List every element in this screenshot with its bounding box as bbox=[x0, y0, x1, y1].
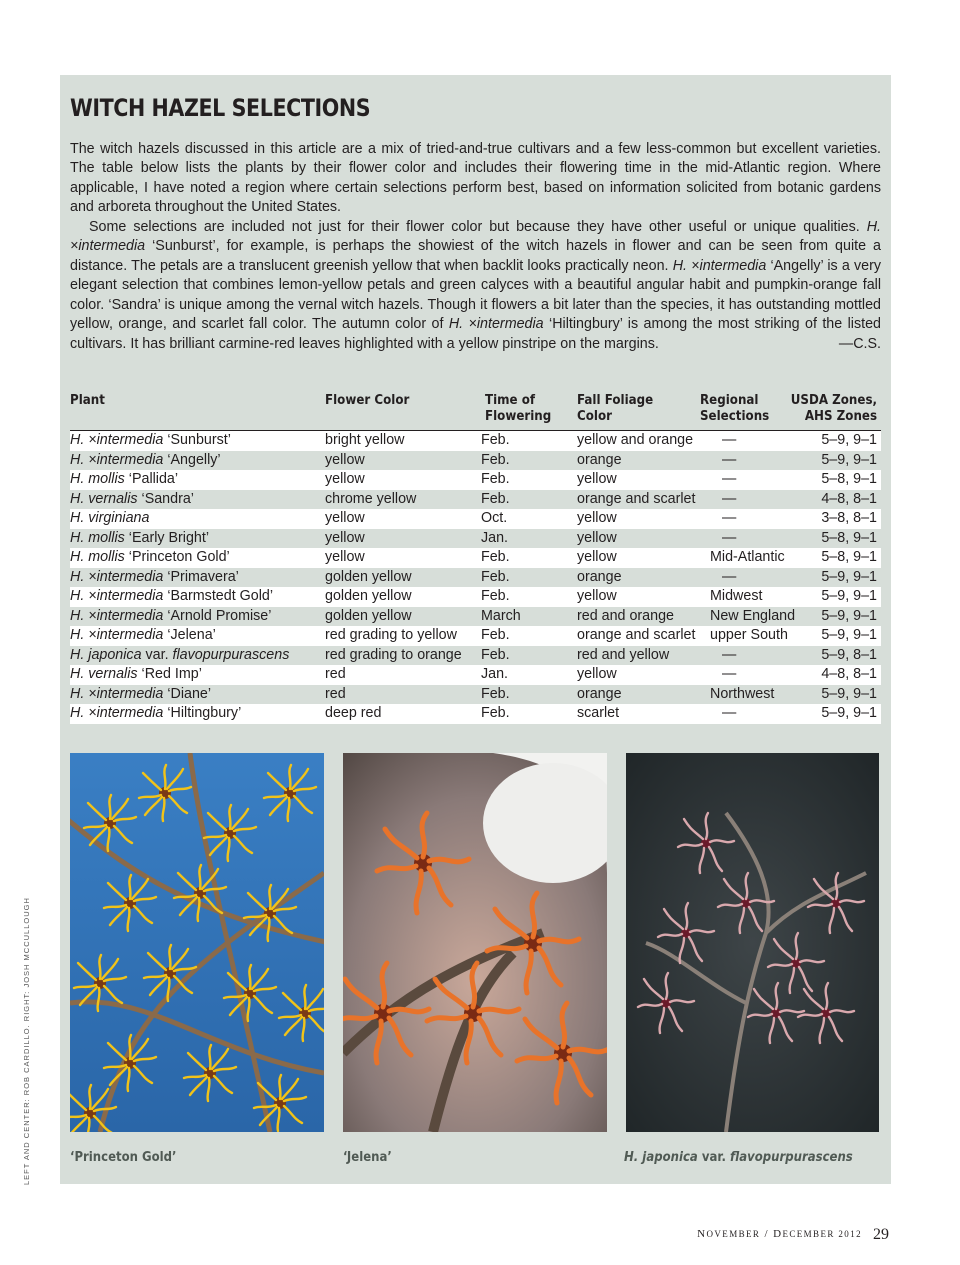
page-number: 29 bbox=[873, 1226, 889, 1243]
cell-plant: H. ×intermedia ‘Diane’ bbox=[70, 685, 212, 702]
cell-plant: H. mollis ‘Early Bright’ bbox=[70, 529, 210, 546]
cell-time: March bbox=[481, 607, 521, 624]
cell-time: Feb. bbox=[481, 627, 510, 643]
cell-region: — bbox=[722, 432, 737, 448]
cell-fall-color: yellow bbox=[577, 471, 617, 487]
cell-flower-color: bright yellow bbox=[325, 432, 405, 448]
cell-plant: H. mollis ‘Pallida’ bbox=[70, 471, 179, 487]
cell-time: Feb. bbox=[481, 451, 510, 468]
intro-text bbox=[70, 140, 881, 354]
cell-time: Jan. bbox=[481, 529, 509, 546]
cell-zones: 5–9, 8–1 bbox=[821, 646, 877, 663]
cell-plant: H. ×intermedia ‘Jelena’ bbox=[70, 627, 216, 643]
cell-fall-color: yellow bbox=[577, 666, 617, 682]
sidebar-title: WITCH HAZEL SELECTIONS bbox=[70, 94, 371, 122]
cell-zones: 4–8, 8–1 bbox=[821, 490, 877, 507]
table-row bbox=[70, 470, 881, 490]
cell-flower-color: golden yellow bbox=[325, 568, 412, 585]
cell-region: — bbox=[722, 646, 737, 663]
table-row bbox=[70, 587, 881, 607]
cell-plant: H. ×intermedia ‘Sunburst’ bbox=[70, 432, 231, 448]
caption-jelena: ‘Jelena’ bbox=[343, 1150, 392, 1165]
cell-flower-color: golden yellow bbox=[325, 607, 412, 624]
cell-region: — bbox=[722, 705, 737, 721]
cell-region: Midwest bbox=[710, 588, 763, 604]
cell-zones: 5–8, 9–1 bbox=[821, 549, 877, 565]
cell-plant: H. vernalis ‘Red Imp’ bbox=[70, 666, 202, 682]
cell-time: Feb. bbox=[481, 685, 510, 702]
table-row bbox=[70, 704, 881, 724]
table-row bbox=[70, 529, 881, 549]
cell-flower-color: red bbox=[325, 666, 346, 682]
cell-zones: 5–9, 9–1 bbox=[821, 451, 877, 468]
cell-fall-color: orange bbox=[577, 685, 622, 702]
table-row bbox=[70, 431, 881, 451]
cell-zones: 5–8, 9–1 bbox=[821, 471, 877, 487]
cell-flower-color: yellow bbox=[325, 549, 365, 565]
cell-zones: 5–9, 9–1 bbox=[821, 432, 877, 448]
cell-time: Feb. bbox=[481, 471, 510, 487]
header-fall-foliage: Fall Foliage Color bbox=[577, 392, 654, 424]
cell-region: upper South bbox=[710, 627, 788, 643]
cell-fall-color: orange and scarlet bbox=[577, 627, 696, 643]
table-row bbox=[70, 568, 881, 588]
table-row bbox=[70, 665, 881, 685]
table-row bbox=[70, 626, 881, 646]
header-regional-selections: Regional Selections bbox=[700, 392, 770, 424]
cell-fall-color: yellow bbox=[577, 549, 617, 565]
cell-flower-color: yellow bbox=[325, 451, 365, 468]
issue-date: NOVEMBER / DECEMBER 2012 bbox=[697, 1228, 862, 1240]
cell-fall-color: orange bbox=[577, 451, 622, 468]
cell-fall-color: yellow and orange bbox=[577, 432, 694, 448]
cell-time: Feb. bbox=[481, 490, 510, 507]
cell-time: Feb. bbox=[481, 568, 510, 585]
cell-fall-color: yellow bbox=[577, 510, 617, 526]
photo-japonica bbox=[626, 753, 879, 1132]
cell-fall-color: red and yellow bbox=[577, 646, 670, 663]
cell-plant: H. vernalis ‘Sandra’ bbox=[70, 490, 194, 507]
cell-fall-color: yellow bbox=[577, 529, 617, 546]
photo-jelena bbox=[343, 753, 607, 1132]
cell-time: Feb. bbox=[481, 705, 510, 721]
photo-princeton-gold bbox=[70, 753, 324, 1132]
caption-japonica: H. japonica var. flavopurpurascens bbox=[624, 1150, 853, 1165]
cell-zones: 3–8, 8–1 bbox=[821, 510, 877, 526]
photo-credit: LEFT AND CENTER: ROB CARDILLO. RIGHT: JOSH MCCULLOUGH bbox=[22, 897, 31, 1185]
cell-zones: 5–8, 9–1 bbox=[821, 529, 877, 546]
cell-region: Mid-Atlantic bbox=[710, 549, 785, 565]
cell-flower-color: yellow bbox=[325, 471, 365, 487]
intro-paragraph-2: Some selections are included not just for their flower color but because they have other useful or unique qualities. H. ×intermedia ‘Sunburst’, for example, is perhaps the showiest of the witch hazels in flower and can be seen from quite a distance. The petals are a translucent greenish yellow that when backlit looks practically neon. H. ×intermedia ‘Angelly’ is a very elegant selection that combines lemon-yellow petals and green calyces with a beautiful angular habit and pumpkin-orange fall color. ‘Sandra’ is unique among the vernal witch hazels. Though it flowers a bit later than the species, it has outstanding mottled yellow, orange, and scarlet fall color. The autumn color of H. ×intermedia ‘Hiltingbury’ is among the most striking of the listed cultivars. It has brilliant carmine-red leaves highlighted with a yellow pinstripe on the margins. —C.S. bbox=[70, 218, 881, 354]
cell-region: — bbox=[722, 451, 737, 468]
cell-plant: H. japonica var. flavopurpurascens bbox=[70, 646, 290, 663]
cell-time: Feb. bbox=[481, 588, 510, 604]
cell-fall-color: orange and scarlet bbox=[577, 490, 696, 507]
cell-flower-color: yellow bbox=[325, 510, 365, 526]
author-signature: —C.S. bbox=[838, 335, 881, 352]
cell-fall-color: yellow bbox=[577, 588, 617, 604]
caption-princeton-gold: ‘Princeton Gold’ bbox=[70, 1150, 177, 1165]
cell-time: Oct. bbox=[481, 510, 508, 526]
header-flower-color: Flower Color bbox=[325, 392, 410, 408]
cell-region: — bbox=[722, 490, 737, 507]
cell-time: Jan. bbox=[481, 666, 509, 682]
cell-region: — bbox=[722, 568, 737, 585]
table-row bbox=[70, 607, 881, 627]
header-plant: Plant bbox=[70, 392, 105, 408]
cell-region: — bbox=[722, 471, 737, 487]
cell-plant: H. ×intermedia ‘Hiltingbury’ bbox=[70, 705, 242, 721]
cell-zones: 5–9, 9–1 bbox=[821, 568, 877, 585]
cell-fall-color: orange bbox=[577, 568, 622, 585]
cell-plant: H. mollis ‘Princeton Gold’ bbox=[70, 549, 230, 565]
table-body bbox=[70, 431, 881, 724]
cell-region: Northwest bbox=[710, 685, 775, 702]
cell-plant: H. ×intermedia ‘Arnold Promise’ bbox=[70, 607, 272, 624]
cell-plant: H. virginiana bbox=[70, 510, 150, 526]
table-row bbox=[70, 490, 881, 510]
cell-fall-color: red and orange bbox=[577, 607, 674, 624]
cell-zones: 5–9, 9–1 bbox=[821, 607, 877, 624]
cell-flower-color: red grading to orange bbox=[325, 646, 462, 663]
table-row bbox=[70, 646, 881, 666]
cell-zones: 5–9, 9–1 bbox=[821, 685, 877, 702]
cell-flower-color: chrome yellow bbox=[325, 490, 417, 507]
cell-plant: H. ×intermedia ‘Primavera’ bbox=[70, 568, 239, 585]
table-row bbox=[70, 548, 881, 568]
cell-zones: 5–9, 9–1 bbox=[821, 705, 877, 721]
cell-flower-color: deep red bbox=[325, 705, 382, 721]
table-row bbox=[70, 451, 881, 471]
cell-flower-color: golden yellow bbox=[325, 588, 412, 604]
table-header bbox=[70, 392, 881, 431]
cell-time: Feb. bbox=[481, 646, 510, 663]
cell-region: — bbox=[722, 529, 737, 546]
cell-plant: H. ×intermedia ‘Barmstedt Gold’ bbox=[70, 588, 274, 604]
table-row bbox=[70, 509, 881, 529]
cell-region: — bbox=[722, 510, 737, 526]
cell-zones: 4–8, 8–1 bbox=[821, 666, 877, 682]
cell-region: New England bbox=[710, 607, 796, 624]
cell-region: — bbox=[722, 666, 737, 682]
cell-time: Feb. bbox=[481, 432, 510, 448]
header-zones: USDA Zones, AHS Zones bbox=[790, 392, 877, 424]
selections-table bbox=[70, 392, 881, 724]
cell-zones: 5–9, 9–1 bbox=[821, 588, 877, 604]
cell-plant: H. ×intermedia ‘Angelly’ bbox=[70, 451, 221, 468]
table-row bbox=[70, 685, 881, 705]
header-time-of-flowering: Time of Flowering bbox=[485, 392, 552, 424]
intro-paragraph-1: The witch hazels discussed in this article are a mix of tried-and-true cultivars and a few less-common but excellent varieties. The table below lists the plants by their flower color and includes their flowering time in the mid-Atlantic region. Where applicable, I have noted a region where certain selections perform best, based on information solicited from botanic gardens and arboreta throughout the United States. bbox=[70, 141, 881, 216]
cell-flower-color: yellow bbox=[325, 529, 365, 546]
cell-fall-color: scarlet bbox=[577, 705, 620, 721]
cell-time: Feb. bbox=[481, 549, 510, 565]
cell-zones: 5–9, 9–1 bbox=[821, 627, 877, 643]
cell-flower-color: red bbox=[325, 685, 346, 702]
cell-flower-color: red grading to yellow bbox=[325, 627, 457, 643]
